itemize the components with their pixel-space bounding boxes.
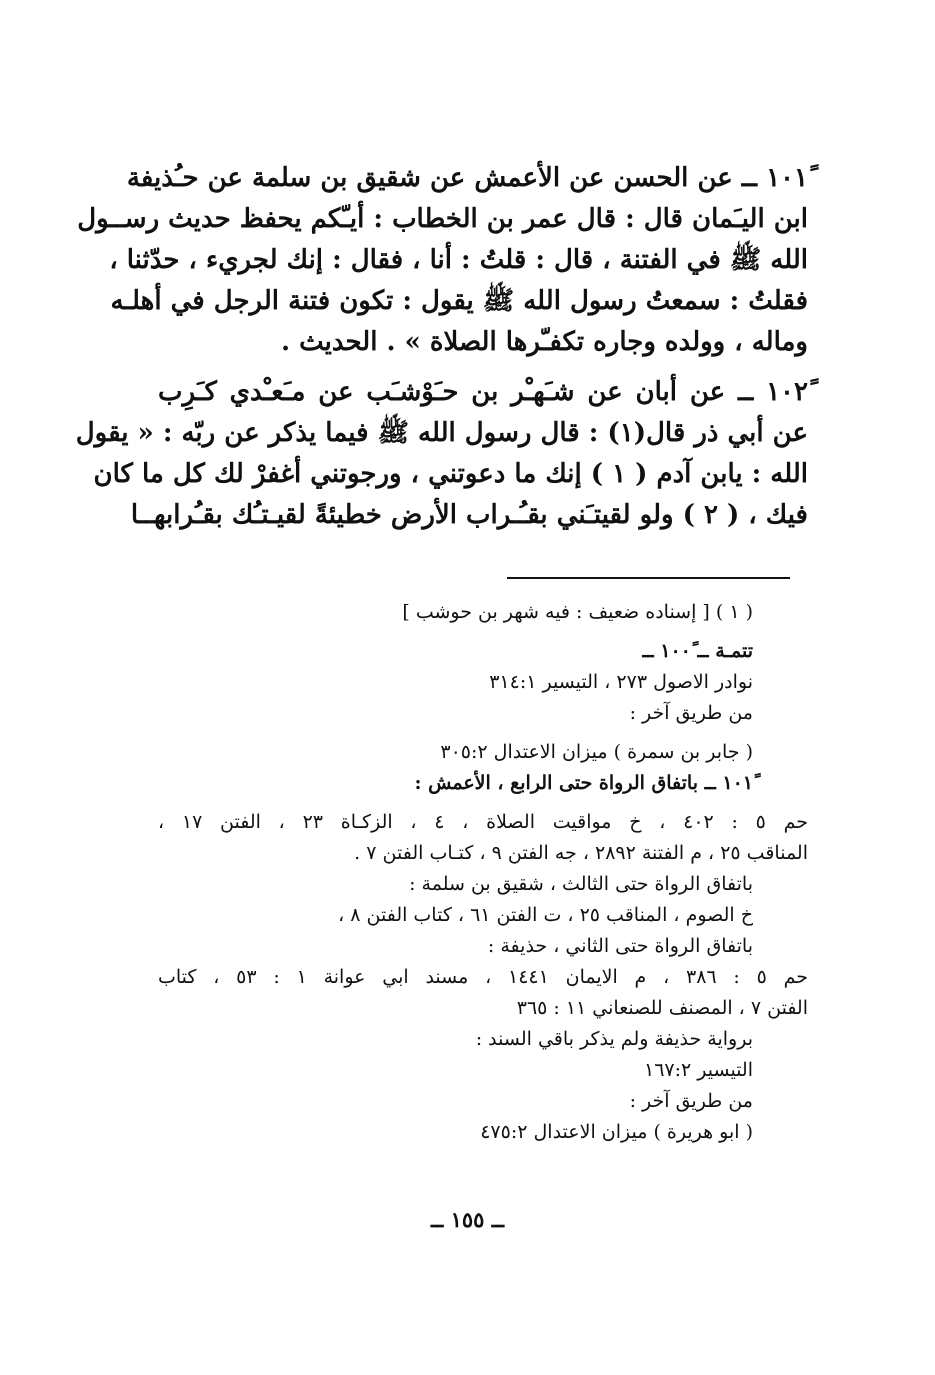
footnote-gap <box>158 729 808 737</box>
footnote-line: خ الصوم ، المناقب ٢٥ ، ت الفتن ٦١ ، كتاب الفتن ٨ ، <box>338 904 753 926</box>
footnote-separator <box>507 577 790 579</box>
footnote-line: نوادر الاصول ٢٧٣ ، التيسير ٣١٤:١ <box>489 671 753 693</box>
footnote-line: برواية حذيفة ولم يذكر باقي السند : <box>475 1028 753 1050</box>
footnote-line: حم ٥ : ٣٨٦ ، م الايمان ١٤٤١ ، مسند ابي عوانة ١ : ٥٣ ، كتاب <box>158 966 809 988</box>
footnote-line: ( جابر بن سمرة ) ميزان الاعتدال ٣٠٥:٢ <box>440 741 753 763</box>
paragraph-gap <box>158 363 808 372</box>
hadith-101-line: ١٠١ً ــ عن الحسن عن الأعمش عن شقيق بن سلمة عن حـُذيفة <box>126 163 808 193</box>
hadith-101-line: وماله ، وولده وجاره تكفـّرها الصلاة » . الحديث . <box>280 327 808 357</box>
footnote-gap <box>158 799 808 807</box>
footnote-line: ( ابو هريرة ) ميزان الاعتدال ٤٧٥:٢ <box>480 1121 753 1143</box>
hadith-102-line: فيك ، ( ٢ ) ولو لقيتـَني بقـُـراب الأرض خطيئةً لقيـتـُك بقـُرابهــا <box>130 500 808 530</box>
hadith-102-line: عن أبي ذر قال(١) : قال رسول الله ﷺ فيما يذكر عن ربّه : « يقول <box>75 418 808 448</box>
hadith-102-line: الله : يابن آدم ( ١ ) إنك ما دعوتني ، ورجوتني أغفرْ لك كل ما كان <box>93 459 808 489</box>
footnote-line: ( ١ ) [ إسناده ضعيف : فيه شهر بن حوشب ] <box>402 601 753 623</box>
footnote-line: باتفاق الرواة حتى الثاني ، حذيفة : <box>487 935 753 957</box>
footnote-line: الفتن ٧ ، المصنف للصنعاني ١١ : ٣٦٥ <box>516 997 808 1019</box>
footnote-line: من طريق آخر : <box>629 702 753 724</box>
footnotes <box>158 597 808 1148</box>
hadith-101-line: الله ﷺ في الفتنة ، قال : قلتُ : أنا ، فقال : إنك لجريء ، حدّثنا ، <box>109 245 808 275</box>
hadith-102-line: ١٠٢ً ــ عن أبان عن شـَهـْر بن حـَوْشـَب عن مـَعـْدي كـَرِب <box>158 377 808 407</box>
main-text <box>75 158 808 536</box>
hadith-102 <box>75 372 808 536</box>
footnote-line: التيسير ١٦٧:٢ <box>644 1059 753 1081</box>
hadith-101-line: فقلتُ : سمعتُ رسول الله ﷺ يقول : تكون فتنة الرجل في أهلـه <box>110 286 808 316</box>
footnote-heading: ١٠١ً ــ باتفاق الرواة حتى الرابع ، الأعمش : <box>414 772 753 794</box>
footnote-line: من طريق آخر : <box>629 1090 753 1112</box>
footnote-gap <box>158 628 808 636</box>
hadith-101-line: ابن اليـَمان قال : قال عمر بن الخطاب : أيـّكم يحفظ حديث رســول <box>77 204 808 234</box>
page-number: ــ ١٥٥ ــ <box>430 1207 505 1232</box>
footnote-line: حم ٥ : ٤٠٢ ، خ مواقيت الصلاة ، ٤ ، الزكـاة ٢٣ ، الفتن ١٧ ، <box>158 811 809 833</box>
footnote-line: المناقب ٢٥ ، م الفتنة ٢٨٩٢ ، جه الفتن ٩ ، كتـاب الفتن ٧ . <box>354 842 808 864</box>
footnote-heading: تتمـة ــ ١٠٠ً ــ <box>642 640 753 662</box>
footnote-line: باتفاق الرواة حتى الثالث ، شقيق بن سلمة : <box>409 873 753 895</box>
hadith-101 <box>77 158 808 363</box>
